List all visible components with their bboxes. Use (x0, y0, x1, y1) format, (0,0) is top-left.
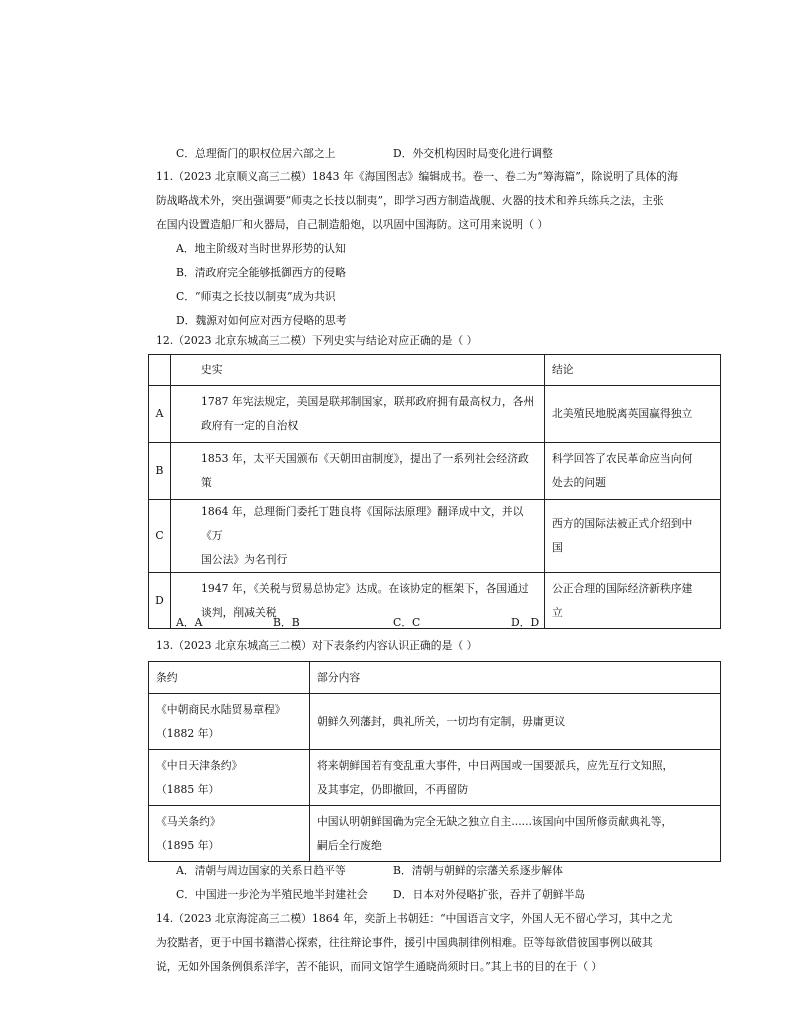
q12-row-label: D (149, 573, 171, 629)
content-line: 及其事定，仍即撤回，不再留防 (317, 782, 469, 796)
treaty-name: 《马关条约》 (156, 814, 221, 828)
q11-option-d: D．魏源对如何应对西方侵略的思考 (176, 314, 347, 327)
q13-row-content (310, 806, 721, 862)
q12-row-label: C (149, 500, 171, 573)
q14-stem-line-2: 为狡黠者，更于中国书籍潜心探索，往往辩论事件，援引中国典制律例相难。臣等每欲借彼国事例以破其 (156, 936, 653, 949)
q12-row-conclusion (545, 386, 721, 443)
q13-row-treaty (149, 806, 310, 862)
conclusion-line: 处去的问题 (552, 476, 606, 489)
q13-row-content (310, 750, 721, 806)
q12-row-label: A (149, 386, 171, 443)
q11-option-a: A．地主阶级对当时世界形势的认知 (176, 242, 346, 255)
fact-line: 政府有一定的自治权 (201, 419, 299, 432)
q13-row-content (310, 694, 721, 750)
q11-stem-line-2: 防战略战术外，突出强调要“师夷之长技以制夷”，即学习西方制造战舰、火器的技术和养兵练兵之法，主张 (156, 194, 664, 207)
conclusion-line: 科学回答了农民革命应当向何 (552, 452, 693, 465)
fact-line: 策 (201, 476, 212, 489)
q12-row-conclusion (545, 500, 721, 573)
table-row (149, 443, 721, 500)
q12-option-c: C．C (393, 616, 421, 629)
q14-stem-line-1: 14.（2023 北京海淀高三二模）1864 年，奕訢上书朝廷：“中国语言文字，外国人无不留心学习，其中之尤 (156, 912, 673, 925)
q11-option-c: C．“师夷之长技以制夷”成为共识 (176, 290, 336, 303)
fact-line: 国公法》为名刊行 (201, 553, 288, 566)
conclusion-line: 国 (552, 541, 563, 554)
q12-table (148, 354, 721, 629)
q13-option-b: B．清朝与朝鲜的宗藩关系逐步解体 (393, 864, 563, 877)
q12-option-a: A．A (176, 616, 203, 629)
table-row (149, 806, 721, 862)
table-row (149, 386, 721, 443)
treaty-name: 《中朝商民水陆贸易章程》 (156, 702, 286, 716)
content-line: 嗣后全行废绝 (317, 838, 382, 852)
conclusion-line: 公正合理的国际经济新秩序建 (552, 581, 693, 595)
q12-row-label: B (149, 443, 171, 500)
q12-options (176, 616, 539, 630)
q13-header-row (149, 662, 721, 694)
conclusion-line: 北美殖民地脱离英国赢得独立 (552, 407, 693, 420)
treaty-name: 《中日天津条约》 (156, 758, 243, 772)
q12-header-label (149, 355, 171, 386)
q13-stem: 13.（2023 北京东城高三二模）对下表条约内容认识正确的是（ ） (156, 639, 478, 652)
q12-header-conclusion: 结论 (545, 355, 721, 386)
q10-option-d: D．外交机构因时局变化进行调整 (393, 147, 553, 160)
content-line: 中国认明朝鲜国确为完全无缺之独立自主......该国向中国所修贡献典礼等， (317, 814, 673, 828)
fact-line: 谈判，削减关税 (201, 605, 277, 619)
table-row (149, 694, 721, 750)
table-row (149, 750, 721, 806)
treaty-year: （1882 年） (156, 726, 220, 740)
q14-stem-line-3: 说，无如外国条例俱系洋字，苦不能识，而同文馆学生通晓尚须时日。”其上书的目的在于（ ） (156, 960, 603, 973)
q10-option-c: C．总理衙门的职权位居六部之上 (176, 147, 336, 160)
q12-row-conclusion (545, 443, 721, 500)
q13-option-d: D．日本对外侵略扩张，吞并了朝鲜半岛 (393, 888, 586, 901)
content-line: 将来朝鲜国若有变乱重大事件，中日两国或一国要派兵，应先互行文知照， (317, 758, 674, 772)
q11-option-b: B．清政府完全能够抵御西方的侵略 (176, 266, 346, 279)
treaty-year: （1885 年） (156, 782, 220, 796)
table-row (149, 500, 721, 573)
q13-row-treaty (149, 750, 310, 806)
q12-header-fact: 史实 (171, 355, 545, 386)
q12-row-conclusion (545, 573, 721, 629)
q12-row-fact (171, 443, 545, 500)
content-line: 朝鲜久列藩封，典礼所关，一切均有定制，毋庸更议 (317, 714, 566, 728)
q12-option-b: B．B (273, 616, 300, 629)
fact-line: 1864 年，总理衙门委托丁韪良将《国际法原理》翻译成中文，并以《万 (201, 505, 524, 542)
q13-row-treaty (149, 694, 310, 750)
q12-row-fact (171, 500, 545, 573)
q12-option-d: D．D (511, 616, 540, 629)
conclusion-line: 立 (552, 605, 563, 619)
q12-stem: 12.（2023 北京东城高三二模）下列史实与结论对应正确的是（ ） (156, 334, 478, 347)
q13-header-treaty: 条约 (149, 662, 310, 694)
fact-line: 1787 年宪法规定，美国是联邦制国家，联邦政府拥有最高权力，各州 (201, 395, 535, 408)
q12-row-fact (171, 386, 545, 443)
q13-table (148, 661, 721, 862)
treaty-year: （1895 年） (156, 838, 220, 852)
fact-line: 1853 年，太平天国颁布《天朝田亩制度》，提出了一系列社会经济政 (201, 452, 529, 465)
q11-stem-line-1: 11.（2023 北京顺义高三二模）1843 年《海国图志》编辑成书。卷一、卷二为“筹海篇”，除说明了具体的海 (156, 170, 678, 183)
q13-option-c: C．中国进一步沦为半殖民地半封建社会 (176, 888, 368, 901)
q13-option-a: A．清朝与周边国家的关系日趋平等 (176, 864, 346, 877)
q11-stem-line-3: 在国内设置造船厂和火器局，自己制造船炮，以巩固中国海防。这可用来说明（ ） (156, 218, 549, 231)
q13-header-content: 部分内容 (310, 662, 721, 694)
conclusion-line: 西方的国际法被正式介绍到中 (552, 517, 693, 530)
fact-line: 1947 年，《关税与贸易总协定》达成。在该协定的框架下，各国通过 (201, 581, 529, 595)
q12-header-row (149, 355, 721, 386)
